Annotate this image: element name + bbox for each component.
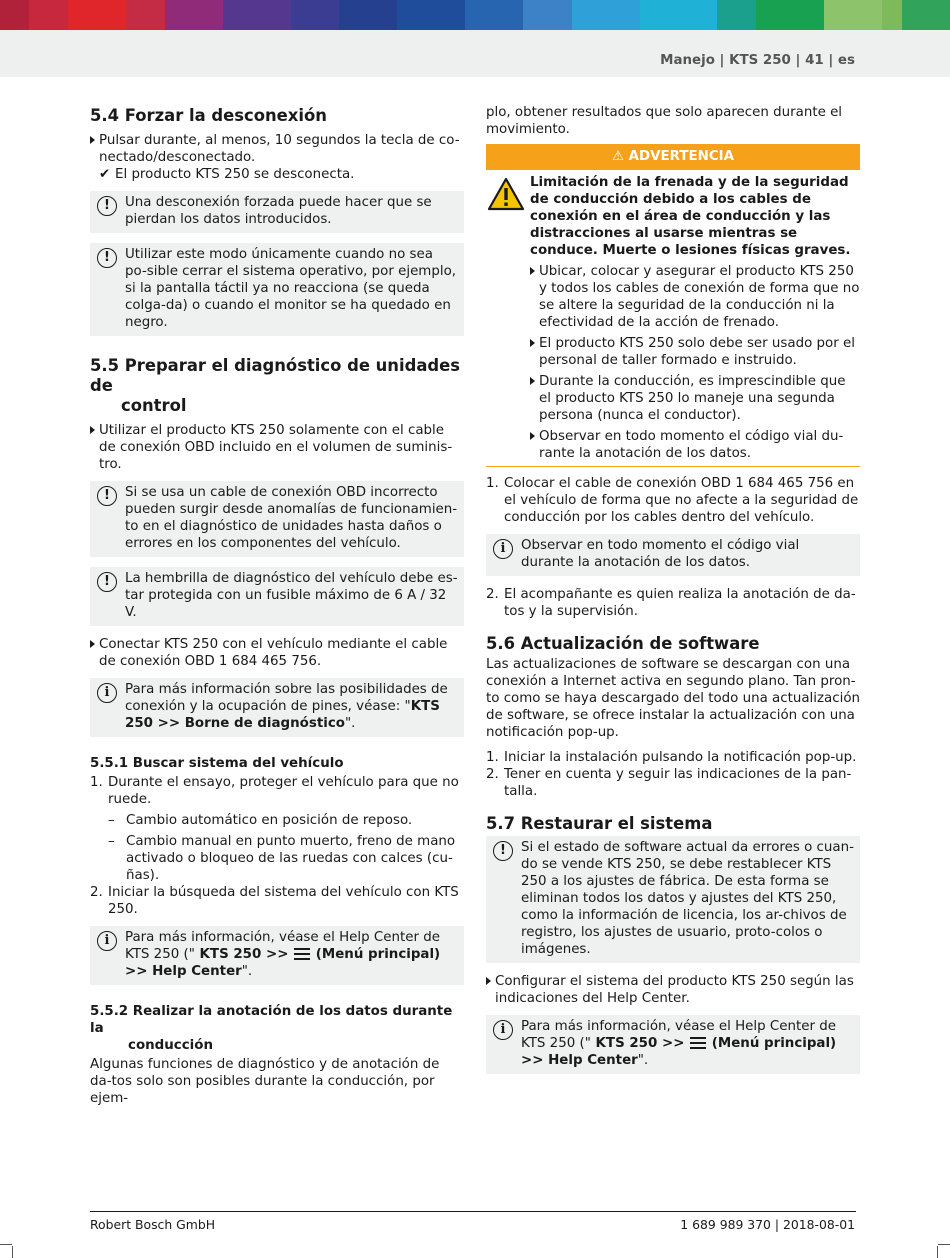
section-5-5-title: 5.5 Preparar el diagnóstico de unidades de control — [90, 356, 460, 415]
step-2: 2. El acompañante es quien realiza la anotación de da-tos y la supervisión. — [486, 587, 856, 619]
info-icon: i — [493, 539, 513, 559]
exclamation-icon: ! — [97, 248, 117, 268]
warning-item: El producto KTS 250 solo debe ser usado por el personal de taller formado e instruido. — [530, 335, 860, 369]
notice-box — [486, 836, 860, 963]
body-text: Las actualizaciones de software se descargan con una conexión a Internet activa en segundo plano. Tan pron-to como se haya descargado del todo una actualización de software, se ofrece instalar la actualización con una notificación pop-up. — [486, 657, 860, 740]
warning-item: Durante la conducción, es imprescindible que el producto KTS 250 lo maneje una segunda persona (nunca el conductor). — [530, 373, 860, 424]
menu-icon — [293, 948, 311, 960]
notice-text: Una desconexión forzada puede hacer que se pierdan los datos introducidos. — [125, 195, 432, 227]
crop-mark — [12, 1246, 13, 1258]
warning-item: Ubicar, colocar y asegurar el producto KTS 250 y todos los cables de conexión de forma que no se altere la seguridad de la conducción ni la efectividad de la acción de frenado. — [530, 263, 860, 331]
info-text: Para más información sobre las posibilidades de conexión y la ocupación de pines, véase: "KTS 250 >> Borne de diagnóstico". — [125, 682, 448, 731]
sub-item: – Cambio automático en posición de reposo. — [108, 813, 413, 828]
warning-triangle-icon — [487, 177, 525, 211]
section-5-5-2-title: 5.5.2 Realizar la anotación de los datos durante la conducción — [90, 1004, 453, 1053]
crop-mark — [937, 1246, 938, 1258]
notice-box — [90, 191, 464, 233]
instruction-bullet: Configurar el sistema del producto KTS 250 según las indicaciones del Help Center. — [486, 973, 860, 1007]
right-column — [486, 104, 860, 1084]
notice-text: La hembrilla de diagnóstico del vehículo debe es-tar protegida con un fusible máximo de 6 A / 32 V. — [125, 571, 458, 620]
menu-icon — [689, 1037, 707, 1049]
section-5-5-1-title: 5.5.1 Buscar sistema del vehículo — [90, 756, 344, 771]
info-text: Para más información, véase el Help Center de KTS 250 (" KTS 250 >> (Menú principal) >> Help Center". — [125, 930, 441, 979]
footer-doc-number: 1 689 989 370 | 2018-08-01 — [680, 1217, 855, 1232]
body-text: Algunas funciones de diagnóstico y de anotación de da-tos solo son posibles durante la conducción, por ejem- — [90, 1057, 440, 1106]
exclamation-icon: ! — [97, 196, 117, 216]
section-5-6-title: 5.6 Actualización de software — [486, 634, 760, 653]
result-line: ✔ El producto KTS 250 se desconecta. — [99, 167, 355, 182]
left-column — [90, 100, 464, 1107]
warning-item: Observar en todo momento el código vial du-rante la anotación de los datos. — [530, 428, 860, 462]
step-2: 2. Iniciar la búsqueda del sistema del vehículo con KTS 250. — [90, 885, 459, 917]
warning-header: ⚠ ADVERTENCIA — [486, 144, 860, 170]
exclamation-icon: ! — [493, 841, 513, 861]
section-5-7-title: 5.7 Restaurar el sistema — [486, 814, 713, 833]
crop-mark — [938, 1244, 950, 1245]
page-header — [0, 30, 950, 77]
body-text: plo, obtener resultados que solo aparecen durante el movimiento. — [486, 105, 843, 137]
footer-company: Robert Bosch GmbH — [90, 1217, 216, 1232]
step-1: 1. Durante el ensayo, proteger el vehículo para que no ruede. — [90, 775, 459, 807]
running-head: Manejo | KTS 250 | 41 | es — [660, 53, 855, 68]
exclamation-icon: ! — [97, 572, 117, 592]
info-icon: i — [97, 683, 117, 703]
info-icon: i — [97, 931, 117, 951]
instruction-bullet: Utilizar el producto KTS 250 solamente con el cable de conexión OBD incluido en el volumen de suminis-tro. — [90, 422, 464, 473]
section-5-4-title: 5.4 Forzar la desconexión — [90, 106, 327, 125]
notice-box — [90, 481, 464, 557]
brand-color-bar — [0, 0, 950, 30]
notice-text: Utilizar este modo únicamente cuando no sea po-sible cerrar el sistema operativo, por ejemplo, si la pantalla táctil ya no reacciona (se queda colga-da) o cuando el monitor se ha quedado en negro. — [125, 247, 457, 330]
notice-text: Si el estado de software actual da errores o cuan-do se vende KTS 250, se debe restablecer KTS 250 a los ajustes de fábrica. De esta forma se eliminan todos los datos y ajustes del KTS 250, como la información de licencia, los ar-chivos de registro, los ajustes de usuario, proto-colos o imágenes. — [521, 840, 854, 957]
crop-mark — [0, 1244, 12, 1245]
info-text: Observar en todo momento el código vial durante la anotación de los datos. — [521, 538, 800, 570]
instruction-bullet: Conectar KTS 250 con el vehículo mediante el cable de conexión OBD 1 684 465 756. — [90, 636, 464, 670]
notice-text: Si se usa un cable de conexión OBD incorrecto pueden surgir desde anomalías de funcionamien-to en el diagnóstico de unidades hasta daños o errores en los componentes del vehículo. — [125, 485, 458, 551]
info-box — [90, 926, 464, 985]
info-box — [90, 678, 464, 737]
warning-headline: Limitación de la frenada y de la seguridad de conducción debido a los cables de conexión en el área de conducción y las distracciones al usarse mientras se conduce. Muerte o lesiones físicas graves. — [530, 175, 851, 258]
step-2: 2. Tener en cuenta y seguir las indicaciones de la pan-talla. — [486, 767, 852, 799]
step-1: 1. Colocar el cable de conexión OBD 1 684 465 756 en el vehículo de forma que no afecte a la seguridad de conducción por los cables dentro del vehículo. — [486, 476, 859, 525]
step-1: 1. Iniciar la instalación pulsando la notificación pop-up. — [486, 750, 857, 765]
footer-rule — [90, 1211, 856, 1212]
checkmark-icon: ✔ — [99, 167, 111, 182]
sub-item: – Cambio manual en punto muerto, freno de mano activado o bloqueo de las ruedas con calces (cu-ñas). — [108, 834, 456, 883]
notice-box — [90, 243, 464, 336]
notice-box — [90, 567, 464, 626]
info-box — [486, 534, 860, 576]
info-box — [486, 1015, 860, 1074]
info-text: Para más información, véase el Help Center de KTS 250 (" KTS 250 >> (Menú principal) >> Help Center". — [521, 1019, 837, 1068]
exclamation-icon: ! — [97, 486, 117, 506]
info-icon: i — [493, 1020, 513, 1040]
warning-body — [486, 170, 860, 467]
instruction-bullet: Pulsar durante, al menos, 10 segundos la tecla de co-nectado/desconectado. — [90, 132, 464, 166]
